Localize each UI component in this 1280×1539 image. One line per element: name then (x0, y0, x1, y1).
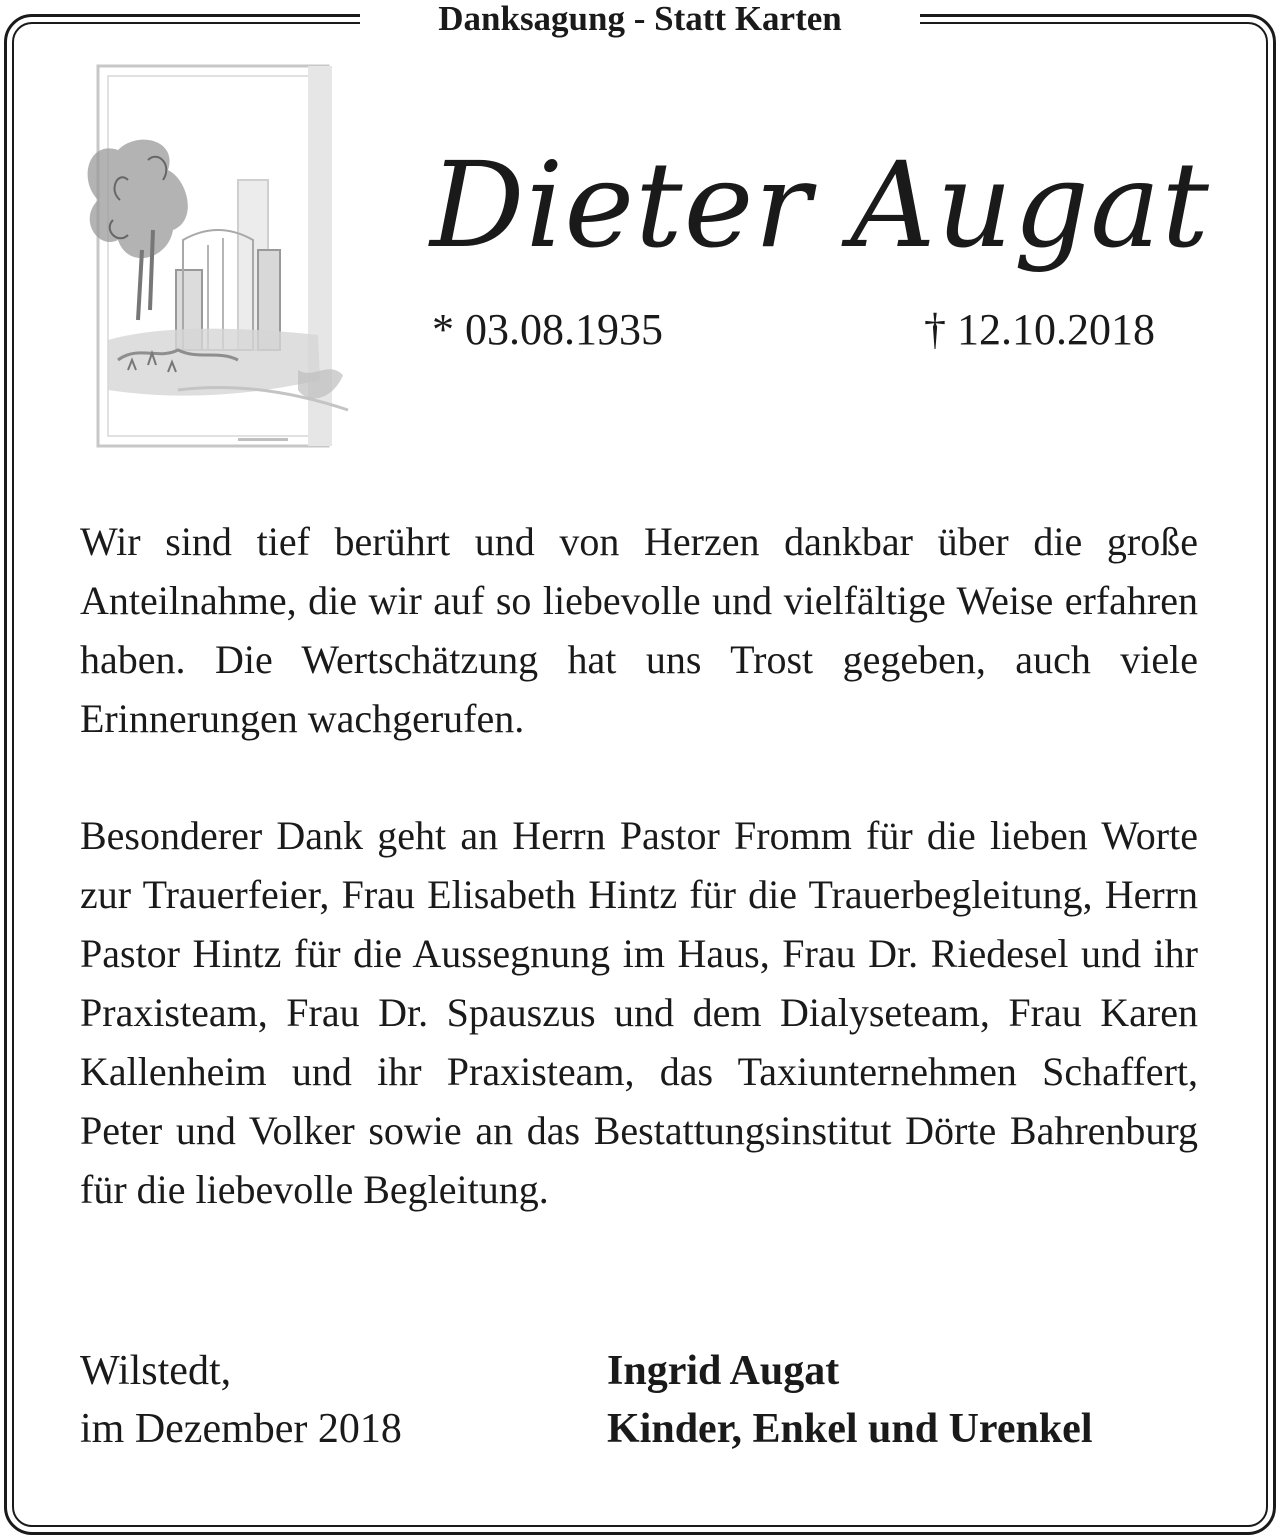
notice-header: Danksagung - Statt Karten (438, 0, 842, 38)
special-thanks-paragraph: Besonderer Dank geht an Herrn Pastor Fromm für die lieben Worte zur Trauerfeier, Frau Elisabeth Hintz für die Trauerbegleitung, Herrn Pastor Hintz für die Aussegnung im Haus, Frau Dr. Riedesel und ihr Praxisteam, Frau Dr. Spauszus und dem Dialyseteam, Frau Karen Kallenheim und ihr Praxisteam, das Taxiunternehmen Schaffert, Peter und Volker sowie an das Bestattungsinstitut Dörte Bahrenburg für die liebevolle Begleitung. (80, 813, 1198, 1212)
thanks-paragraph: Wir sind tief berührt und von Herzen dankbar über die große Anteilnahme, die wir auf so liebevolle und vielfältige Weise erfahren haben. Die Wertschätzung hat uns Trost gegeben, auch viele Erinnerungen wachgerufen. (80, 519, 1198, 741)
death-date: † 12.10.2018 (924, 305, 1155, 354)
place-and-date (80, 1342, 402, 1458)
signatures (607, 1342, 1092, 1458)
birth-date: * 03.08.1935 (432, 305, 663, 354)
signer-family: Kinder, Enkel und Urenkel (607, 1406, 1093, 1452)
date: im Dezember 2018 (80, 1406, 402, 1452)
garden-gate-drawing-icon (58, 60, 388, 452)
place: Wilstedt, (80, 1348, 232, 1394)
signer-primary: Ingrid Augat (607, 1348, 840, 1394)
deceased-name: Dieter Augat (430, 136, 1210, 274)
